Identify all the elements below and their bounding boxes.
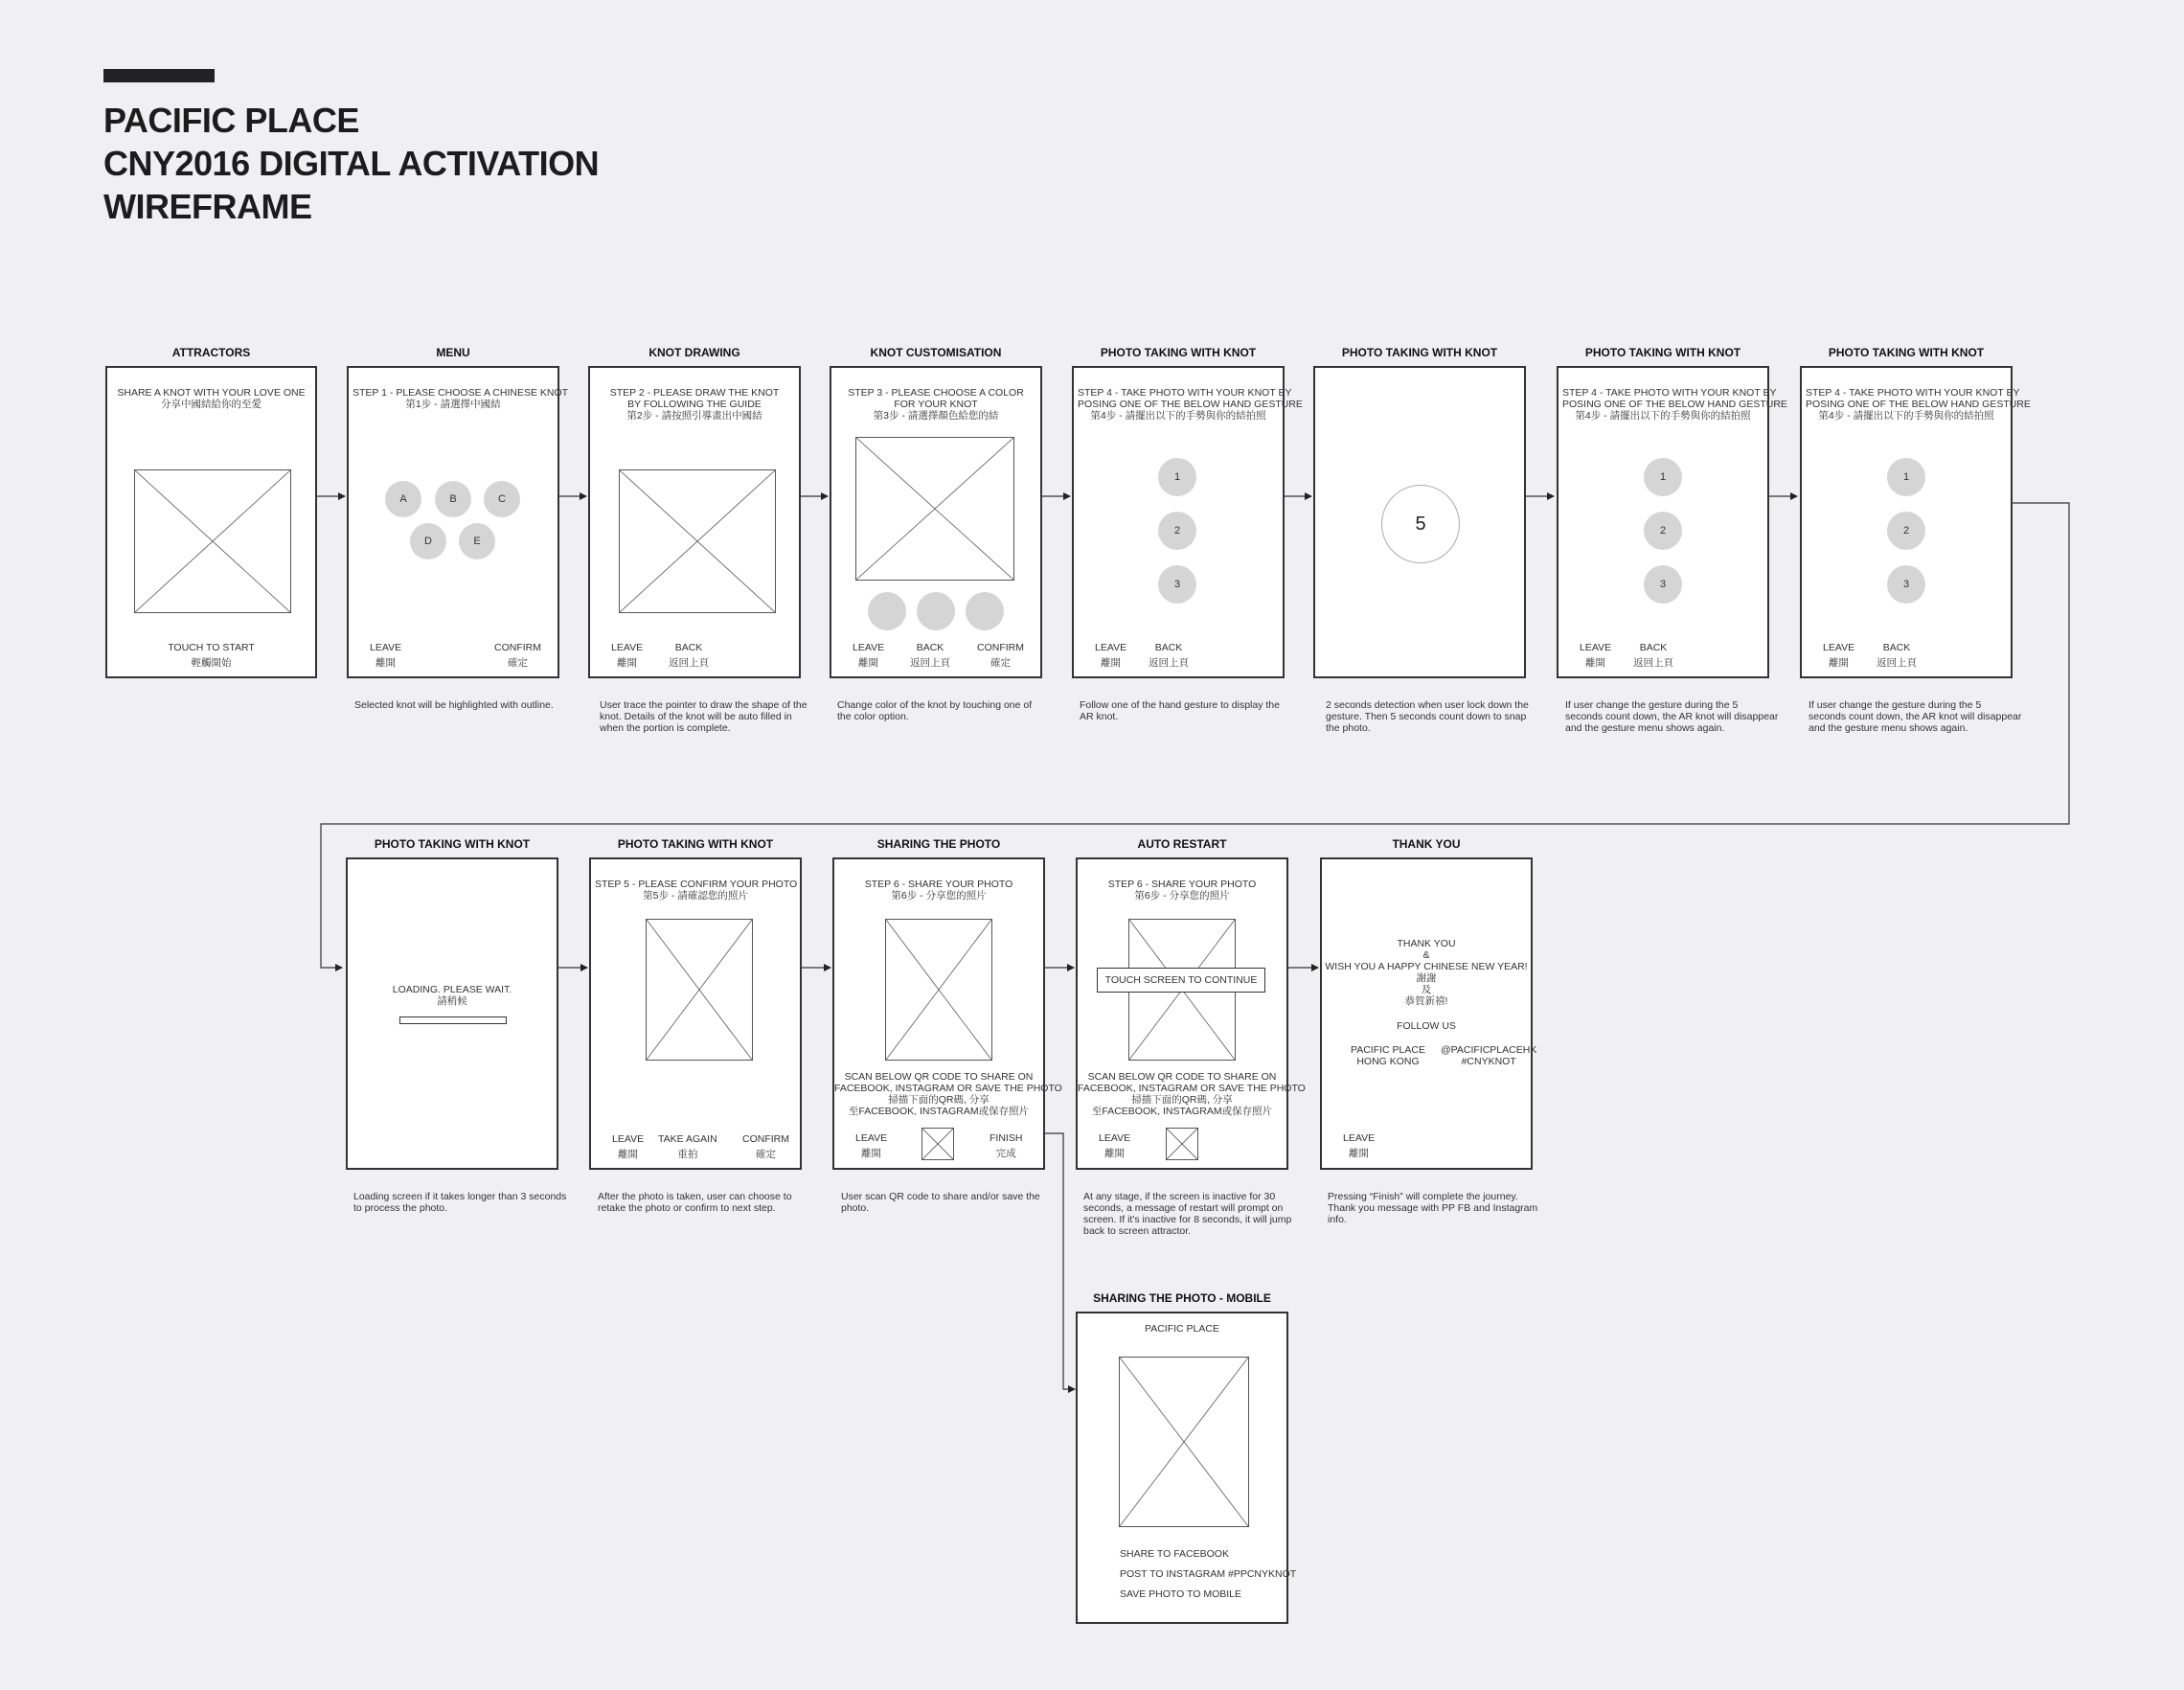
thanks-line: 謝謝 xyxy=(1416,972,1437,984)
screen-photo-gesture-3 xyxy=(1557,366,1787,678)
thanks-line: & xyxy=(1422,949,1430,961)
instruction-en: STEP 1 - PLEASE CHOOSE A CHINESE KNOT xyxy=(353,387,569,399)
instruction-zh: 第4步 - 請擺出以下的手勢與你的結拍照 xyxy=(1090,410,1266,422)
color-option-3[interactable] xyxy=(966,592,1004,630)
color-option-1[interactable] xyxy=(868,592,906,630)
knot-option-a[interactable]: A xyxy=(385,481,421,517)
description-line: info. xyxy=(1328,1214,1347,1225)
gesture-option-3[interactable]: 3 xyxy=(1644,565,1682,604)
leave-label-zh: 離開 xyxy=(858,657,879,669)
screen-title-attractors: ATTRACTORS xyxy=(171,346,251,359)
instruction xyxy=(594,387,795,422)
back-button[interactable] xyxy=(1633,640,1673,671)
back-button[interactable] xyxy=(1877,640,1917,671)
thanks-line: THANK YOU xyxy=(1397,938,1456,949)
leave-label-en: LEAVE xyxy=(855,1132,888,1144)
leave-button[interactable] xyxy=(611,640,643,671)
description-line: to process the photo. xyxy=(353,1202,448,1214)
back-label-en: BACK xyxy=(1882,642,1911,653)
instruction-en: STEP 6 - SHARE YOUR PHOTO xyxy=(864,879,1013,890)
leave-label-en: LEAVE xyxy=(1095,642,1127,653)
back-label-en: BACK xyxy=(1154,642,1183,653)
qr-code[interactable] xyxy=(1166,1128,1198,1160)
header-title-line2: CNY2016 DIGITAL ACTIVATION xyxy=(103,144,600,183)
instruction-en: POSING ONE OF THE BELOW HAND GESTURE xyxy=(1806,399,2031,410)
gesture-option-2[interactable]: 2 xyxy=(1887,512,1925,550)
social-handle-label xyxy=(1441,1044,1536,1067)
screen-title-photo-4: PHOTO TAKING WITH KNOT xyxy=(1828,346,1985,359)
leave-button[interactable] xyxy=(853,640,884,671)
description-line: photo. xyxy=(841,1202,870,1214)
leave-label-zh: 離開 xyxy=(375,657,397,669)
thanks-line: 恭賀新禧! xyxy=(1404,995,1448,1007)
thanks-line: WISH YOU A HAPPY CHINESE NEW YEAR! xyxy=(1325,961,1528,972)
screen-photo-countdown xyxy=(1313,366,1526,678)
finish-label-zh: 完成 xyxy=(995,1148,1016,1159)
gesture-option-3[interactable]: 3 xyxy=(1158,565,1196,604)
description-photo-4 xyxy=(1809,699,2021,734)
leave-label-en: LEAVE xyxy=(1099,1132,1131,1144)
screen-sharing-mobile xyxy=(1076,1312,1297,1624)
confirm-button[interactable] xyxy=(494,640,541,671)
photo-preview xyxy=(885,919,992,1061)
description-loading xyxy=(353,1191,566,1214)
description-line: the photo. xyxy=(1326,722,1371,734)
instruction-zh: 第6步 - 分享您的照片 xyxy=(1134,890,1230,902)
screen-knot-customisation xyxy=(830,366,1042,678)
description-photo-3 xyxy=(1565,699,1778,734)
touch-label-en: TOUCH TO START xyxy=(168,642,255,653)
leave-label-en: LEAVE xyxy=(370,642,402,653)
confirm-label-zh: 確定 xyxy=(756,1149,776,1160)
instruction-en: POSING ONE OF THE BELOW HAND GESTURE xyxy=(1562,399,1787,410)
instruction-zh: 分享中國結給你的至愛 xyxy=(161,399,262,410)
instruction-en: BY FOLLOWING THE GUIDE xyxy=(627,399,762,410)
instruction-en: FOR YOUR KNOT xyxy=(894,399,978,410)
loading-progress-bar xyxy=(399,1016,507,1024)
gesture-option-3[interactable]: 3 xyxy=(1887,565,1925,604)
instruction-en: STEP 2 - PLEASE DRAW THE KNOT xyxy=(609,387,780,399)
instruction xyxy=(1078,387,1303,422)
leave-label-en: LEAVE xyxy=(1343,1132,1376,1144)
leave-button[interactable] xyxy=(1095,640,1126,671)
instruction-en: STEP 3 - PLEASE CHOOSE A COLOR xyxy=(848,387,1024,399)
confirm-label-en: CONFIRM xyxy=(494,642,541,653)
social-line: #CNYKNOT xyxy=(1461,1056,1516,1067)
instruction xyxy=(1806,387,2031,422)
pp-line: PACIFIC PLACE xyxy=(1351,1044,1425,1056)
description-drawing xyxy=(600,699,808,734)
description-sharing xyxy=(841,1191,1040,1214)
screen-title-photo-2: PHOTO TAKING WITH KNOT xyxy=(1341,346,1498,359)
instruction-en: STEP 4 - TAKE PHOTO WITH YOUR KNOT BY xyxy=(1562,387,1777,399)
leave-button[interactable] xyxy=(855,1130,887,1161)
leave-label-zh: 離開 xyxy=(861,1148,882,1159)
finish-label-en: FINISH xyxy=(990,1132,1023,1144)
photo-preview xyxy=(646,919,753,1061)
screen-title-customisation: KNOT CUSTOMISATION xyxy=(870,346,1002,359)
description-line: Selected knot will be highlighted with outline. xyxy=(354,699,554,711)
back-button[interactable] xyxy=(910,640,950,671)
screen-confirm-photo xyxy=(589,857,802,1170)
thanks-line: 及 xyxy=(1421,984,1432,995)
description-line: If user change the gesture during the 5 xyxy=(1565,699,1739,711)
instruction-zh: 第5步 - 請確認您的照片 xyxy=(643,890,748,902)
touch-to-start-button[interactable] xyxy=(107,640,315,671)
description-auto-restart xyxy=(1083,1191,1291,1237)
instruction-en: STEP 6 - SHARE YOUR PHOTO xyxy=(1107,879,1257,890)
description-line: retake the photo or confirm to next step. xyxy=(598,1202,776,1214)
back-label-en: BACK xyxy=(674,642,703,653)
loading-text-zh: 請稍候 xyxy=(437,995,467,1007)
screen-thank-you xyxy=(1320,857,1537,1170)
back-label-zh: 返回上頁 xyxy=(910,657,950,669)
description-thank-you xyxy=(1328,1191,1537,1225)
leave-label-en: LEAVE xyxy=(1580,642,1612,653)
gesture-option-2[interactable]: 2 xyxy=(1644,512,1682,550)
screen-title-thank-you: THANK YOU xyxy=(1392,837,1461,851)
instruction xyxy=(111,387,311,410)
back-label-zh: 返回上頁 xyxy=(1149,657,1189,669)
instruction-zh: 第3步 - 請選擇顏色給您的結 xyxy=(873,410,999,422)
mobile-brand-label: PACIFIC PLACE xyxy=(1145,1323,1219,1335)
description-line: when the portion is complete. xyxy=(600,722,731,734)
countdown-timer: 5 xyxy=(1381,485,1460,563)
save-photo-link[interactable]: SAVE PHOTO TO MOBILE xyxy=(1120,1588,1242,1600)
scan-line: SCAN BELOW QR CODE TO SHARE ON xyxy=(844,1071,1034,1083)
leave-button[interactable] xyxy=(1823,640,1854,671)
post-instagram-link[interactable]: POST TO INSTAGRAM #PPCNYKNOT xyxy=(1120,1568,1297,1580)
scan-line: 至FACEBOOK, INSTAGRAM或保存照片 xyxy=(1091,1106,1273,1117)
screen-title-auto-restart: AUTO RESTART xyxy=(1137,837,1227,851)
social-line: @PACIFICPLACEHK xyxy=(1441,1044,1537,1056)
confirm-button[interactable] xyxy=(742,1131,789,1162)
touch-screen-continue-button[interactable]: TOUCH SCREEN TO CONTINUE xyxy=(1097,968,1265,993)
leave-label-en: LEAVE xyxy=(612,1133,645,1145)
description-line: and the gesture menu shows again. xyxy=(1809,722,1968,734)
back-label-en: BACK xyxy=(1639,642,1668,653)
instruction-en: POSING ONE OF THE BELOW HAND GESTURE xyxy=(1078,399,1303,410)
description-line: Follow one of the hand gesture to display the xyxy=(1080,699,1280,711)
description-line: the color option. xyxy=(837,711,909,722)
leave-label-en: LEAVE xyxy=(1823,642,1855,653)
gesture-option-1[interactable]: 1 xyxy=(1887,458,1925,496)
leave-button[interactable] xyxy=(1580,640,1611,671)
description-line: back to screen attractor. xyxy=(1083,1225,1192,1237)
leave-button[interactable] xyxy=(370,640,401,671)
description-line: 2 seconds detection when user lock down the xyxy=(1326,699,1529,711)
description-menu xyxy=(354,699,554,711)
description-line: seconds, a message of restart will prompt on xyxy=(1083,1202,1284,1214)
instruction xyxy=(1562,387,1787,422)
leave-label-zh: 離開 xyxy=(618,1149,639,1160)
screen-photo-gesture-1 xyxy=(1072,366,1303,678)
screen-title-sharing: SHARING THE PHOTO xyxy=(876,837,1001,851)
description-confirm xyxy=(598,1191,792,1214)
pp-line: HONG KONG xyxy=(1356,1056,1420,1067)
take-again-label-en: TAKE AGAIN xyxy=(658,1133,717,1145)
finish-button[interactable] xyxy=(990,1130,1022,1161)
instruction-en: SHARE A KNOT WITH YOUR LOVE ONE xyxy=(117,387,306,399)
description-line: Loading screen if it takes longer than 3 seconds xyxy=(353,1191,567,1202)
header-title-line3: WIREFRAME xyxy=(103,187,312,226)
image-placeholder xyxy=(134,469,291,613)
leave-label-en: LEAVE xyxy=(611,642,644,653)
screen-sharing xyxy=(832,857,1062,1170)
scan-qr-message xyxy=(1078,1071,1306,1117)
instruction-zh: 第6步 - 分享您的照片 xyxy=(891,890,987,902)
confirm-label-en: CONFIRM xyxy=(742,1133,789,1145)
instruction-en: STEP 4 - TAKE PHOTO WITH YOUR KNOT BY xyxy=(1806,387,2020,399)
knot-option-b[interactable]: B xyxy=(435,481,471,517)
pacific-place-label xyxy=(1351,1044,1425,1067)
screen-attractors xyxy=(105,366,317,678)
back-label-zh: 返回上頁 xyxy=(1877,657,1917,669)
confirm-label-en: CONFIRM xyxy=(977,642,1024,653)
leave-label-zh: 離開 xyxy=(1829,657,1850,669)
description-line: At any stage, if the screen is inactive for 30 xyxy=(1083,1191,1276,1202)
leave-label-zh: 離開 xyxy=(617,657,638,669)
photo-preview xyxy=(1119,1357,1249,1527)
description-line: gesture. Then 5 seconds count down to snap xyxy=(1326,711,1527,722)
back-button[interactable] xyxy=(1149,640,1189,671)
description-customisation xyxy=(837,699,1032,722)
scan-line: 至FACEBOOK, INSTAGRAM或保存照片 xyxy=(848,1106,1030,1117)
back-label-zh: 返回上頁 xyxy=(669,657,709,669)
knot-preview xyxy=(855,437,1014,581)
screen-photo-gesture-4 xyxy=(1800,366,2031,678)
instruction-en: STEP 4 - TAKE PHOTO WITH YOUR KNOT BY xyxy=(1078,387,1292,399)
confirm-label-zh: 確定 xyxy=(508,657,528,669)
leave-button[interactable] xyxy=(1343,1130,1375,1161)
qr-code[interactable] xyxy=(921,1128,954,1160)
loading-text-en: LOADING. PLEASE WAIT. xyxy=(392,984,512,995)
scan-line: 掃描下面的QR碼, 分享 xyxy=(888,1094,990,1106)
description-line: User trace the pointer to draw the shape of the xyxy=(600,699,808,711)
touch-label-zh: 輕觸開始 xyxy=(191,657,232,669)
leave-label-zh: 離開 xyxy=(1585,657,1606,669)
instruction-zh: 第4步 - 請擺出以下的手勢與你的結拍照 xyxy=(1818,410,1994,422)
description-line: Pressing “Finish” will complete the journey. xyxy=(1328,1191,1518,1202)
screen-title-photo-1: PHOTO TAKING WITH KNOT xyxy=(1100,346,1257,359)
knot-option-d[interactable]: D xyxy=(410,523,446,560)
description-line: knot. Details of the knot will be auto filled in xyxy=(600,711,792,722)
screen-menu xyxy=(347,366,569,678)
description-line: Change color of the knot by touching one of xyxy=(837,699,1033,711)
drawing-canvas[interactable] xyxy=(619,469,776,613)
screen-title-loading: PHOTO TAKING WITH KNOT xyxy=(374,837,531,851)
description-line: seconds count down, the AR knot will disappear xyxy=(1565,711,1779,722)
scan-line: SCAN BELOW QR CODE TO SHARE ON xyxy=(1087,1071,1277,1083)
instruction xyxy=(838,879,1039,902)
leave-label-zh: 離開 xyxy=(1349,1148,1370,1159)
header-title-line1: PACIFIC PLACE xyxy=(103,101,359,140)
instruction-zh: 第2步 - 請按照引導畫出中國結 xyxy=(626,410,762,422)
back-button[interactable] xyxy=(669,640,709,671)
instruction xyxy=(595,879,796,902)
leave-label-en: LEAVE xyxy=(853,642,885,653)
loading-message xyxy=(348,984,557,1007)
follow-us-label: FOLLOW US xyxy=(1397,1020,1456,1032)
description-photo-1 xyxy=(1080,699,1280,722)
instruction xyxy=(835,387,1036,422)
share-facebook-link[interactable]: SHARE TO FACEBOOK xyxy=(1120,1548,1229,1560)
back-label-zh: 返回上頁 xyxy=(1633,657,1673,669)
gesture-option-1[interactable]: 1 xyxy=(1644,458,1682,496)
scan-line: FACEBOOK, INSTAGRAM OR SAVE THE PHOTO xyxy=(834,1083,1062,1094)
gesture-option-1[interactable]: 1 xyxy=(1158,458,1196,496)
screen-loading xyxy=(346,857,558,1170)
instruction xyxy=(353,387,569,410)
instruction-en: STEP 5 - PLEASE CONFIRM YOUR PHOTO xyxy=(595,879,798,890)
description-line: screen. If it's inactive for 8 seconds, it will jump xyxy=(1083,1214,1292,1225)
description-line: AR knot. xyxy=(1080,711,1119,722)
leave-label-zh: 離開 xyxy=(1104,1148,1126,1159)
screen-title-mobile: SHARING THE PHOTO - MOBILE xyxy=(1093,1291,1271,1305)
title-accent-bar xyxy=(103,69,215,82)
leave-button[interactable] xyxy=(612,1131,644,1162)
screen-title-confirm: PHOTO TAKING WITH KNOT xyxy=(617,837,774,851)
description-line: and the gesture menu shows again. xyxy=(1565,722,1725,734)
leave-label-zh: 離開 xyxy=(1101,657,1122,669)
description-line: After the photo is taken, user can choose to xyxy=(598,1191,792,1202)
description-line: If user change the gesture during the 5 xyxy=(1809,699,1982,711)
instruction xyxy=(1081,879,1283,902)
description-photo-2 xyxy=(1326,699,1529,734)
gesture-option-2[interactable]: 2 xyxy=(1158,512,1196,550)
take-again-button[interactable] xyxy=(658,1131,717,1162)
scan-line: FACEBOOK, INSTAGRAM OR SAVE THE PHOTO xyxy=(1078,1083,1306,1094)
instruction-zh: 第1步 - 請選擇中國結 xyxy=(405,399,501,410)
confirm-button[interactable] xyxy=(977,640,1024,671)
color-option-2[interactable] xyxy=(917,592,955,630)
screen-auto-restart xyxy=(1076,857,1306,1170)
arrow-sharing-mobile xyxy=(1045,1133,1075,1389)
instruction-zh: 第4步 - 請擺出以下的手勢與你的結拍照 xyxy=(1575,410,1751,422)
screen-title-drawing: KNOT DRAWING xyxy=(648,346,740,359)
confirm-label-zh: 確定 xyxy=(990,657,1011,669)
description-line: User scan QR code to share and/or save the xyxy=(841,1191,1040,1202)
scan-line: 掃描下面的QR碼, 分享 xyxy=(1131,1094,1233,1106)
description-line: Thank you message with PP FB and Instagram xyxy=(1328,1202,1538,1214)
thank-you-message xyxy=(1322,938,1531,1007)
take-again-label-zh: 重拍 xyxy=(677,1149,698,1160)
scan-qr-message xyxy=(834,1071,1062,1117)
knot-option-e[interactable]: E xyxy=(459,523,495,560)
description-line: seconds count down, the AR knot will disappear xyxy=(1809,711,2022,722)
leave-button[interactable] xyxy=(1099,1130,1130,1161)
screen-title-photo-3: PHOTO TAKING WITH KNOT xyxy=(1584,346,1741,359)
knot-option-c[interactable]: C xyxy=(484,481,520,517)
screen-title-menu: MENU xyxy=(436,346,470,359)
back-label-en: BACK xyxy=(916,642,944,653)
screen-knot-drawing xyxy=(588,366,801,678)
